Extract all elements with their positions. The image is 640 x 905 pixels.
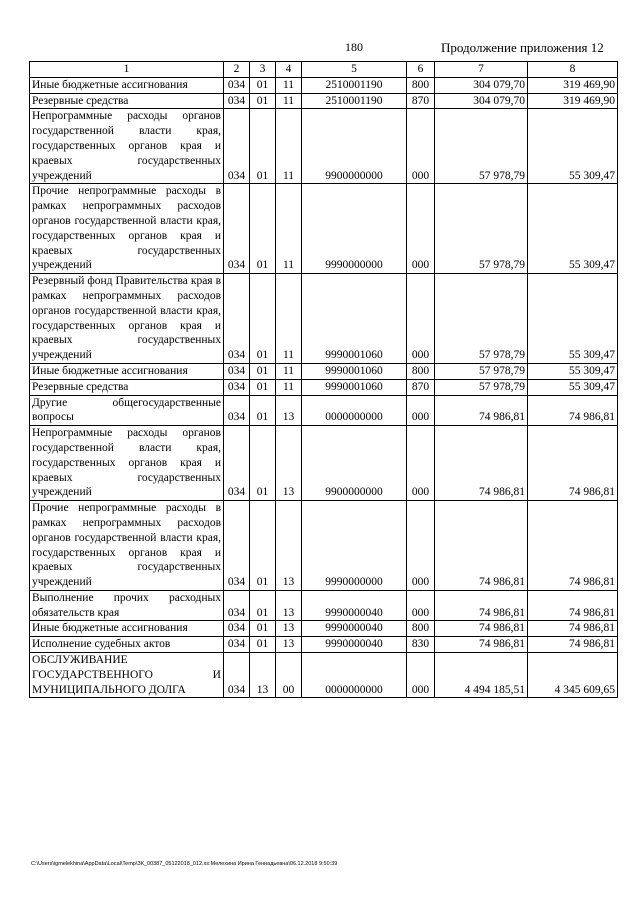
row-code-2-cell: 034: [224, 184, 250, 274]
table-row: [30, 637, 618, 653]
column-header: 4: [276, 62, 302, 78]
row-code-6-cell: 870: [407, 93, 435, 109]
row-code-4-cell: 13: [276, 395, 302, 426]
row-code-4-cell: 11: [276, 363, 302, 379]
row-amount-7-cell: 74 986,81: [435, 426, 528, 501]
row-name-cell: ОБСЛУЖИВАНИЕ ГОСУДАРСТВЕННОГО И МУНИЦИПАЛЬНОГО ДОЛГА: [30, 653, 224, 698]
table-header-row: [30, 62, 618, 78]
row-name-cell: Резервные средства: [30, 93, 224, 109]
page-number: 180: [345, 40, 363, 54]
row-amount-8-cell: 74 986,81: [528, 426, 618, 501]
row-name-cell: Иные бюджетные ассигнования: [30, 77, 224, 93]
row-code-3-cell: 01: [250, 363, 276, 379]
row-code-5-cell: 2510001190: [302, 77, 407, 93]
row-code-5-cell: 9900000000: [302, 109, 407, 184]
file-path-footer: C:\Users\igmelekhina\AppData\Local\Temp\ЗК_00387_05122018_012.xs:Мелехина Ирина Геннадьевна\06.12.2018 9:50:39: [31, 861, 338, 867]
row-amount-7-cell: 74 986,81: [435, 501, 528, 591]
row-name-cell: Прочие непрограммные расходы в рамках непрограммных расходов органов государственной власти края, государственных органов края и краевых государственных учреждений: [30, 184, 224, 274]
row-code-3-cell: 01: [250, 621, 276, 637]
row-name-cell: Иные бюджетные ассигнования: [30, 363, 224, 379]
row-code-2-cell: 034: [224, 590, 250, 621]
row-amount-7-cell: 57 978,79: [435, 274, 528, 364]
row-amount-7-cell: 304 079,70: [435, 77, 528, 93]
row-code-3-cell: 01: [250, 637, 276, 653]
row-code-4-cell: 11: [276, 379, 302, 395]
row-amount-8-cell: 55 309,47: [528, 274, 618, 364]
row-amount-7-cell: 74 986,81: [435, 590, 528, 621]
row-code-3-cell: 01: [250, 379, 276, 395]
row-code-4-cell: 11: [276, 274, 302, 364]
row-code-6-cell: 000: [407, 109, 435, 184]
row-amount-8-cell: 74 986,81: [528, 621, 618, 637]
row-code-6-cell: 000: [407, 184, 435, 274]
table-row: [30, 274, 618, 364]
row-code-2-cell: 034: [224, 109, 250, 184]
row-code-3-cell: 13: [250, 653, 276, 698]
row-code-4-cell: 11: [276, 93, 302, 109]
row-amount-7-cell: 57 978,79: [435, 184, 528, 274]
row-amount-7-cell: 74 986,81: [435, 395, 528, 426]
row-name-cell: Резервный фонд Правительства края в рамках непрограммных расходов органов государственной власти края, государственных органов края и краевых государственных учреждений: [30, 274, 224, 364]
row-code-2-cell: 034: [224, 501, 250, 591]
row-code-5-cell: 9990000040: [302, 637, 407, 653]
row-amount-8-cell: 74 986,81: [528, 395, 618, 426]
row-code-6-cell: 000: [407, 395, 435, 426]
table-row: [30, 395, 618, 426]
row-code-6-cell: 000: [407, 590, 435, 621]
row-code-4-cell: 11: [276, 184, 302, 274]
column-header: 6: [407, 62, 435, 78]
row-code-2-cell: 034: [224, 426, 250, 501]
row-amount-7-cell: 74 986,81: [435, 621, 528, 637]
row-code-6-cell: 800: [407, 77, 435, 93]
table-row: [30, 621, 618, 637]
row-name-cell: Непрограммные расходы органов государственной власти края, государственных органов края и краевых государственных учреждений: [30, 109, 224, 184]
column-header: 7: [435, 62, 528, 78]
row-code-3-cell: 01: [250, 109, 276, 184]
row-code-6-cell: 000: [407, 653, 435, 698]
row-code-6-cell: 000: [407, 501, 435, 591]
row-amount-8-cell: 55 309,47: [528, 184, 618, 274]
table-row: [30, 184, 618, 274]
row-amount-7-cell: 4 494 185,51: [435, 653, 528, 698]
row-amount-8-cell: 74 986,81: [528, 590, 618, 621]
row-code-5-cell: 0000000000: [302, 395, 407, 426]
row-code-5-cell: 9990000040: [302, 590, 407, 621]
row-code-6-cell: 830: [407, 637, 435, 653]
row-amount-7-cell: 304 079,70: [435, 93, 528, 109]
row-code-2-cell: 034: [224, 395, 250, 426]
row-code-4-cell: 13: [276, 426, 302, 501]
column-header: 5: [302, 62, 407, 78]
budget-table: [29, 61, 618, 698]
row-amount-8-cell: 55 309,47: [528, 363, 618, 379]
column-header: 3: [250, 62, 276, 78]
row-amount-8-cell: 74 986,81: [528, 637, 618, 653]
row-code-4-cell: 11: [276, 109, 302, 184]
row-name-cell: Иные бюджетные ассигнования: [30, 621, 224, 637]
row-code-5-cell: 9900000000: [302, 426, 407, 501]
row-code-3-cell: 01: [250, 93, 276, 109]
row-code-2-cell: 034: [224, 274, 250, 364]
row-code-4-cell: 00: [276, 653, 302, 698]
row-code-3-cell: 01: [250, 395, 276, 426]
row-code-6-cell: 000: [407, 274, 435, 364]
row-code-3-cell: 01: [250, 590, 276, 621]
table-row: [30, 426, 618, 501]
row-amount-8-cell: 319 469,90: [528, 93, 618, 109]
row-code-6-cell: 800: [407, 363, 435, 379]
row-amount-8-cell: 55 309,47: [528, 379, 618, 395]
row-name-cell: Резервные средства: [30, 379, 224, 395]
table-row: [30, 379, 618, 395]
row-code-6-cell: 870: [407, 379, 435, 395]
row-amount-7-cell: 57 978,79: [435, 363, 528, 379]
row-code-2-cell: 034: [224, 379, 250, 395]
row-code-3-cell: 01: [250, 426, 276, 501]
row-code-4-cell: 11: [276, 77, 302, 93]
row-code-5-cell: 9990001060: [302, 363, 407, 379]
row-name-cell: Прочие непрограммные расходы в рамках непрограммных расходов органов государственной власти края, государственных органов края и краевых государственных учреждений: [30, 501, 224, 591]
row-code-5-cell: 9990000040: [302, 621, 407, 637]
row-code-3-cell: 01: [250, 184, 276, 274]
row-name-cell: Выполнение прочих расходных обязательств края: [30, 590, 224, 621]
row-amount-8-cell: 55 309,47: [528, 109, 618, 184]
row-code-5-cell: 9990001060: [302, 274, 407, 364]
column-header: 2: [224, 62, 250, 78]
row-code-5-cell: 2510001190: [302, 93, 407, 109]
row-code-2-cell: 034: [224, 93, 250, 109]
row-code-2-cell: 034: [224, 77, 250, 93]
row-code-2-cell: 034: [224, 621, 250, 637]
column-header: 8: [528, 62, 618, 78]
row-name-cell: Другие общегосударственные вопросы: [30, 395, 224, 426]
row-code-4-cell: 13: [276, 621, 302, 637]
row-code-2-cell: 034: [224, 363, 250, 379]
table-row: [30, 93, 618, 109]
row-code-3-cell: 01: [250, 274, 276, 364]
row-code-4-cell: 13: [276, 637, 302, 653]
table-row: [30, 501, 618, 591]
row-code-3-cell: 01: [250, 77, 276, 93]
row-code-2-cell: 034: [224, 637, 250, 653]
column-header: 1: [30, 62, 224, 78]
row-amount-8-cell: 4 345 609,65: [528, 653, 618, 698]
row-code-6-cell: 000: [407, 426, 435, 501]
row-code-5-cell: 0000000000: [302, 653, 407, 698]
table-row: [30, 653, 618, 698]
row-code-2-cell: 034: [224, 653, 250, 698]
row-amount-7-cell: 57 978,79: [435, 109, 528, 184]
row-name-cell: Исполнение судебных актов: [30, 637, 224, 653]
table-row: [30, 363, 618, 379]
table-row: [30, 77, 618, 93]
row-name-cell: Непрограммные расходы органов государственной власти края, государственных органов края и краевых государственных учреждений: [30, 426, 224, 501]
row-amount-8-cell: 319 469,90: [528, 77, 618, 93]
row-code-4-cell: 13: [276, 501, 302, 591]
row-code-6-cell: 800: [407, 621, 435, 637]
continuation-label: Продолжение приложения 12: [441, 40, 604, 55]
row-code-5-cell: 9990000000: [302, 501, 407, 591]
row-code-5-cell: 9990001060: [302, 379, 407, 395]
row-amount-7-cell: 57 978,79: [435, 379, 528, 395]
row-amount-8-cell: 74 986,81: [528, 501, 618, 591]
row-amount-7-cell: 74 986,81: [435, 637, 528, 653]
table-row: [30, 590, 618, 621]
row-code-5-cell: 9990000000: [302, 184, 407, 274]
table-row: [30, 109, 618, 184]
row-code-4-cell: 13: [276, 590, 302, 621]
row-code-3-cell: 01: [250, 501, 276, 591]
